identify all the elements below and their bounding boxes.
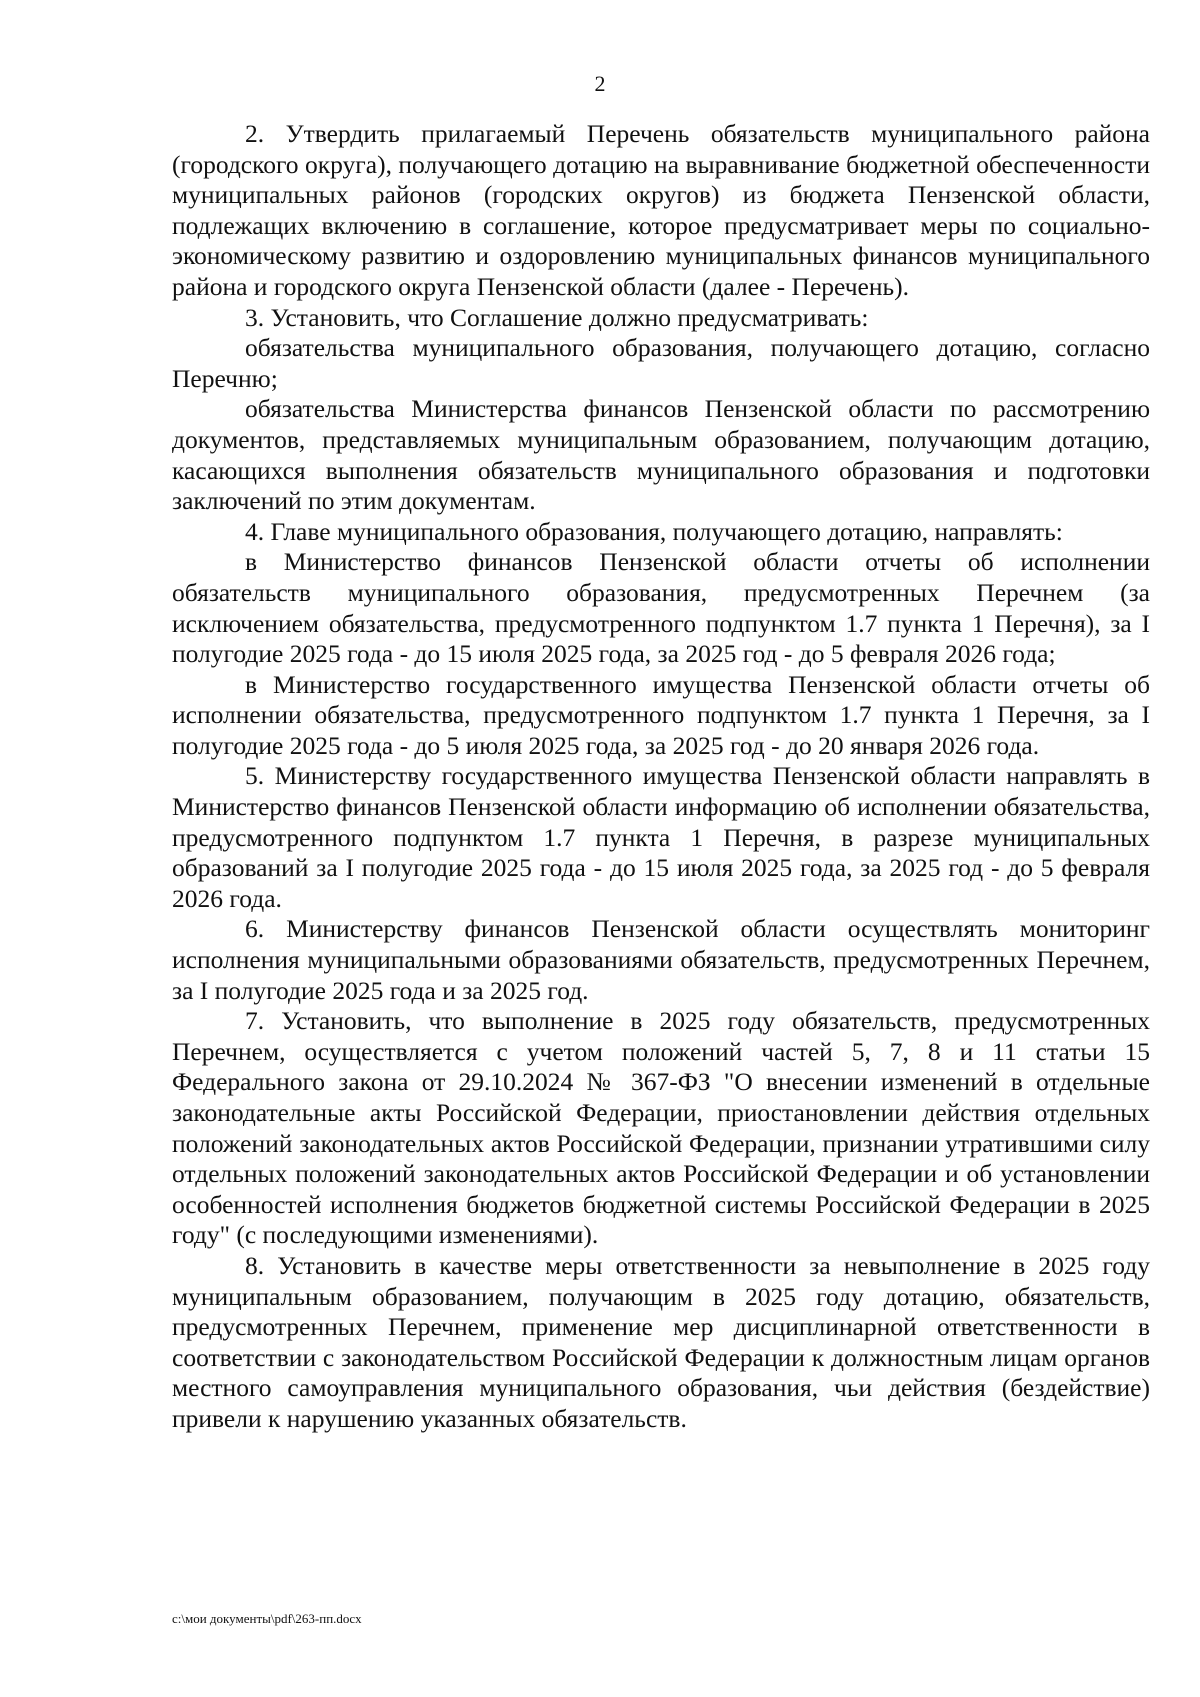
paragraph-3-item-1: обязательства муниципального образования, получающего дотацию, согласно Перечню; [172, 333, 1150, 393]
paragraph-4-item-1: в Министерство финансов Пензенской области отчеты об исполнении обязательств муниципального образования, предусмотренных Перечнем (за исключением обязательства, предусмотренного подпунктом 1.7 пункта 1 Перечня), за I полугодие 2025 года - до 15 июля 2025 года, за 2025 год - до 5 февраля 2026 года; [172, 547, 1150, 669]
document-body [172, 119, 1150, 1435]
paragraph-3: 3. Установить, что Соглашение должно предусматривать: [245, 302, 869, 332]
paragraph-6: 6. Министерству финансов Пензенской области осуществлять мониторинг исполнения муниципальными образованиями обязательств, предусмотренных Перечнем, за I полугодие 2025 года и за 2025 год. [172, 914, 1150, 1005]
paragraph-4: 4. Главе муниципального образования, получающего дотацию, направлять: [245, 516, 1063, 546]
paragraph-3-item-2: обязательства Министерства финансов Пензенской области по рассмотрению документов, представляемых муниципальным образованием, получающим дотацию, касающихся выполнения обязательств муниципального образования и подготовки заключений по этим документам. [172, 394, 1150, 516]
paragraph-2: 2. Утвердить прилагаемый Перечень обязательств муниципального района (городского округа), получающего дотацию на выравнивание бюджетной обеспеченности муниципальных районов (городских округов) из бюджета Пензенской области, подлежащих включению в соглашение, которое предусматривает меры по социально-экономическому развитию и оздоровлению муниципальных финансов муниципального района и городского округа Пензенской области (далее - Перечень). [172, 119, 1150, 301]
paragraph-7: 7. Установить, что выполнение в 2025 году обязательств, предусмотренных Перечнем, осуществляется с учетом положений частей 5, 7, 8 и 11 статьи 15 Федерального закона от 29.10.2024 № 367-ФЗ "О внесении изменений в отдельные законодательные акты Российской Федерации, приостановлении действия отдельных положений законодательных актов Российской Федерации, признании утратившими силу отдельных положений законодательных актов Российской Федерации и об установлении особенностей исполнения бюджетов бюджетной системы Российской Федерации в 2025 году" (с последующими изменениями). [172, 1006, 1150, 1250]
paragraph-4-item-2: в Министерство государственного имущества Пензенской области отчеты об исполнении обязательства, предусмотренного подпунктом 1.7 пункта 1 Перечня, за I полугодие 2025 года - до 5 июля 2025 года, за 2025 год - до 20 января 2026 года. [172, 669, 1150, 760]
paragraph-5: 5. Министерству государственного имущества Пензенской области направлять в Министерство финансов Пензенской области информацию об исполнении обязательства, предусмотренного подпунктом 1.7 пункта 1 Перечня, в разрезе муниципальных образований за I полугодие 2025 года - до 15 июля 2025 года, за 2025 год - до 5 февраля 2026 года. [172, 761, 1150, 913]
paragraph-8: 8. Установить в качестве меры ответственности за невыполнение в 2025 году муниципальным образованием, получающим в 2025 году дотацию, обязательств, предусмотренных Перечнем, применение мер дисциплинарной ответственности в соответствии с законодательством Российской Федерации к должностным лицам органов местного самоуправления муниципального образования, чьи действия (бездействие) привели к нарушению указанных обязательств. [172, 1250, 1150, 1433]
footer-file-path: c:\мои документы\pdf\263-пп.docx [172, 1611, 362, 1626]
page-number: 2 [594, 71, 606, 96]
